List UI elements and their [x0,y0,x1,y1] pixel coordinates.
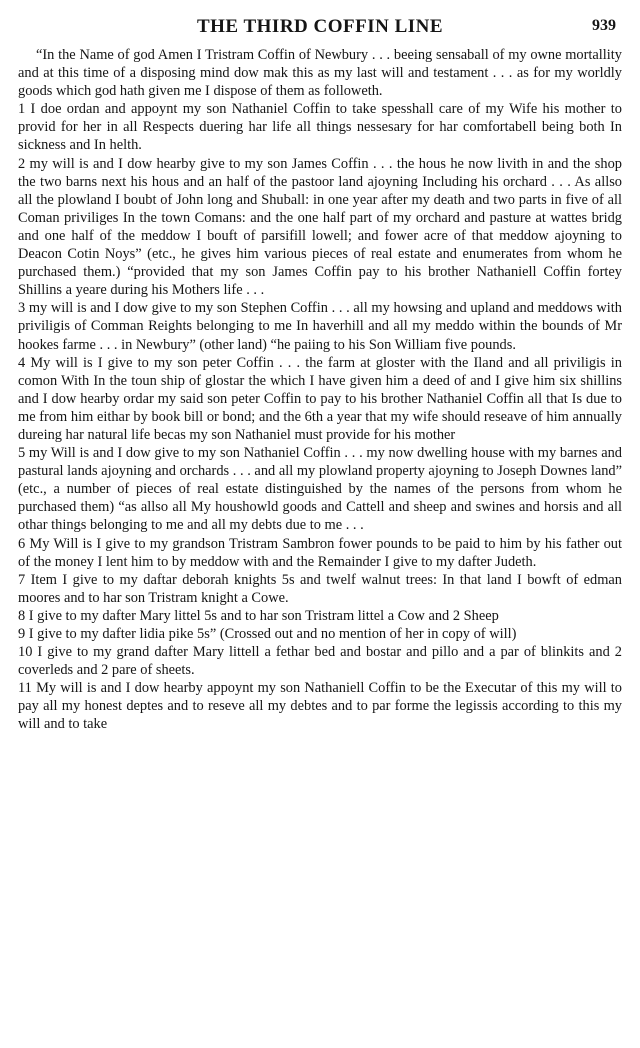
paragraph-item-1: 1 I doe ordan and appoynt my son Nathaniel Coffin to take spesshall care of my Wife his mother to provid for her in all Respects duering har life all things nessesary for har comfortabell being both In sickness and In helth. [18,101,622,154]
paragraph-item-2: 2 my will is and I dow hearby give to my son James Coffin . . . the hous he now livith in and the shop the two barns next his hous and an half of the pastoor land ajoyning Including his orchard . . . As allso all the plowland I boubt of John long and Shuball: in one year after my death and two parts in five of all Coman priviliges In the town Comans: and the one half part of my orchard and pasture at wattes bridg and one half of the meddow I bouft of parsifill lowell; and fower acre of that meddow ajoyning to Deacon Cotin Noys” (etc., he gives him various pieces of real estate and enumerates from whom he purchased them.) “provided that my son James Coffin pay to his brother Nathaniell Coffin fortey Shillins a yeare during his Mothers life . . . [18,155,622,299]
paragraph-item-8: 8 I give to my dafter Mary littel 5s and to har son Tristram littel a Cow and 2 Sheep [18,607,499,624]
paragraph-preamble: “In the Name of god Amen I Tristram Coffin of Newbury . . . beeing sensaball of my owne mortallity and at this time of a disposing mind dow mak this as my last will and testament . . . as for my worldly goods which god hath given me I dispose of them as followeth. [18,47,622,100]
paragraph-item-10: 10 I give to my grand dafter Mary littell a fethar bed and bostar and pillo and a par of blinkits and 2 coverleds and 2 pare of sheets. [18,644,622,679]
paragraph-item-3: 3 my will is and I dow give to my son Stephen Coffin . . . all my howsing and upland and meddows with priviligis of Comman Reights belonging to me In haverhill and all my meddo within the bounds of Mr hookes farme . . . in Newbury” (other land) “he paiing to his Son William five pounds. [18,300,622,353]
paragraph-item-5: 5 my Will is and I dow give to my son Nathaniel Coffin . . . my now dwelling house with my barnes and pastural lands ajoyning and orchards . . . and all my plowland property ajoyning to Joseph Downes land” (etc., a number of pieces of real estate distinguished by the names of the persons from whom he purchased them) “as allso all My houshowld goods and Cattell and sheep and swines and horsis and all othar things belonging to me and all my debts due to me . . . [18,445,622,534]
paragraph-item-6: 6 My Will is I give to my grandson Tristram Sambron fower pounds to be paid to him by his father out of the money I lent him to by meddow with and the Remainder I give to my dafter Judeth. [18,535,622,570]
body-text [18,46,622,734]
page-header [18,10,622,40]
paragraph-item-9: 9 I give to my dafter lidia pike 5s” (Crossed out and no mention of her in copy of will) [18,626,517,642]
page-number: 939 [592,17,616,34]
paragraph-item-11: 11 My will is and I dow hearby appoynt my son Nathaniell Coffin to be the Executar of this my will to pay all my honest deptes and to reseve all my debtes and to par forme the legissis according to this my will and to take [18,680,622,733]
paragraph-item-4: 4 My will is I give to my son peter Coffin . . . the farm at gloster with the Iland and all priviligis in comon With In the toun ship of glostar the which I have given him a deed of and I give him six shillins and I dow hearby ordar my said son peter Coffin to pay to his brother Nathaniel Coffin all that Is due to me from him eithar by book bill or bond; and the 6th a year that my wife should reseave of him annually dureing har natural life becas my son Nathaniel must provide for his mother [18,354,622,443]
running-title: THE THIRD COFFIN LINE [196,16,444,37]
paragraph-item-7: 7 Item I give to my daftar deborah knights 5s and twelf walnut trees: In that land I bowft of edman moores and to har son Tristram knight a Cowe. [18,571,622,606]
